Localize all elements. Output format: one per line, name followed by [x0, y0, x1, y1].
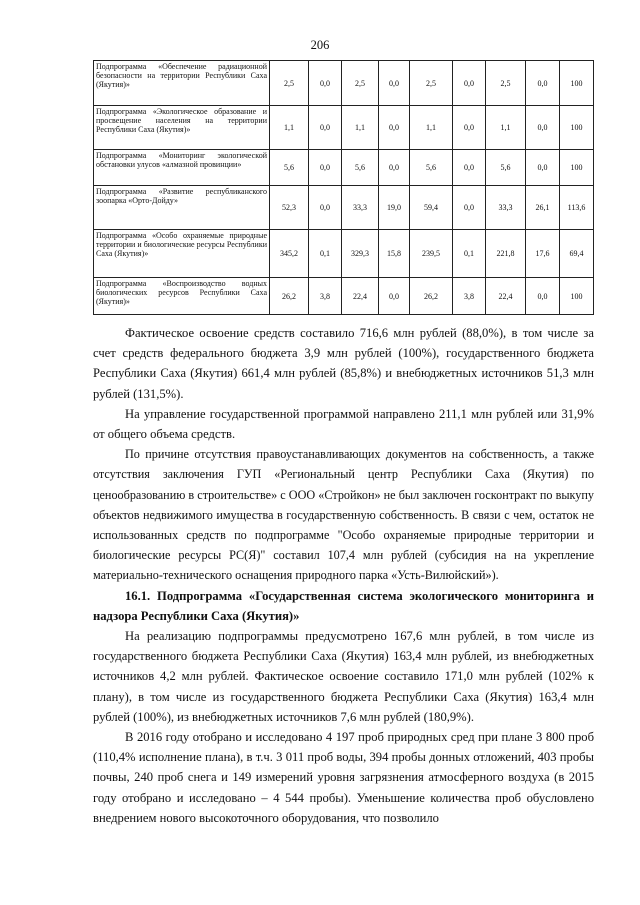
table-cell: 100 — [560, 61, 594, 106]
table-cell: 0,0 — [453, 61, 486, 106]
table-cell: 2,5 — [486, 61, 526, 106]
paragraph-unused-funds: По причине отсутствия правоустанавливающих документов на собственность, а также отсутствия заключения ГУП «Региональный центр Республики Саха (Якутия) по ценообразованию в строительстве» с ООО «Стройкон» не был заключен госконтракт по выкупу объектов недвижимого имущества в государственную собственность. В связи с чем, остаток не использованных средств по подпрограмме "Особо охраняемые природные территории и биологические ресурсы РС(Я)" составил 107,4 млн рублей (субсидия на на укрепление материально-технического оснащения природного парка «Усть-Вилюйский»). — [93, 447, 594, 583]
table-cell: 0,0 — [453, 186, 486, 230]
paragraph-actual-spending: Фактическое освоение средств составило 716,6 млн рублей (88,0%), в том числе за счет средств федерального бюджета 3,9 млн рублей (100%), государственного бюджета Республики Саха (Якутия) 661,4 млн рублей (85,8%) и внебюджетных источников 51,3 млн рублей (131,5%). — [93, 326, 594, 401]
section-heading: 16.1. Подпрограмма «Государственная система экологического мониторинга и надзора Республики Саха (Якутия)» — [93, 588, 594, 623]
table-cell: 5,6 — [486, 150, 526, 186]
table-cell: 113,6 — [560, 186, 594, 230]
table-cell: 5,6 — [410, 150, 453, 186]
table-cell: 26,2 — [270, 278, 309, 315]
table-cell: 0,0 — [379, 61, 410, 106]
table-cell: 0,0 — [379, 106, 410, 150]
table-cell: 5,6 — [342, 150, 379, 186]
table-cell: 22,4 — [342, 278, 379, 315]
table-cell: 0,0 — [309, 150, 342, 186]
paragraph-samples: В 2016 году отобрано и исследовано 4 197 проб природных сред при плане 3 800 проб (110,4% исполнение плана), в т.ч. 3 011 проб воды, 394 пробы донных отложений, 403 пробы почвы, 240 проб снега и 149 измерений уровня загрязнения атмосферного воздуха (в 2015 году отобрано и исследовано – 4 544 пробы). Уменьшение количества проб обусловлено внедрением нового высокоточного оборудования, что позволило — [93, 730, 594, 825]
table-cell: 3,8 — [309, 278, 342, 315]
table-row — [94, 230, 594, 278]
table-cell: 1,1 — [270, 106, 309, 150]
table-cell: 17,6 — [526, 230, 560, 278]
table-cell: 0,0 — [526, 150, 560, 186]
table-cell: 0,0 — [526, 106, 560, 150]
paragraph-management-spending: На управление государственной программой направлено 211,1 млн рублей или 31,9% от общего объема средств. — [93, 406, 594, 442]
table-cell: 33,3 — [342, 186, 379, 230]
table-cell: 0,0 — [379, 278, 410, 315]
table-cell: 52,3 — [270, 186, 309, 230]
table-cell: 1,1 — [342, 106, 379, 150]
table-cell: 345,2 — [270, 230, 309, 278]
table-cell: 59,4 — [410, 186, 453, 230]
row-subprogram-name: Подпрограмма «Экологическое образование и просвещение населения на территории Республики Саха (Якутия)» — [94, 106, 270, 150]
table-cell: 221,8 — [486, 230, 526, 278]
row-subprogram-name: Подпрограмма «Мониторинг экологической обстановки улусов «алмазной провинции» — [94, 150, 270, 186]
table-cell: 0,0 — [453, 106, 486, 150]
table-cell: 0,0 — [309, 61, 342, 106]
table-cell: 2,5 — [410, 61, 453, 106]
table-row — [94, 106, 594, 150]
table-cell: 0,0 — [309, 106, 342, 150]
table-cell: 0,0 — [526, 278, 560, 315]
table-cell: 19,0 — [379, 186, 410, 230]
table-cell: 5,6 — [270, 150, 309, 186]
table-cell: 100 — [560, 150, 594, 186]
table-cell: 33,3 — [486, 186, 526, 230]
row-subprogram-name: Подпрограмма «Развитие республиканского зоопарка «Орто-Дойду» — [94, 186, 270, 230]
budget-table — [93, 60, 594, 315]
table-cell: 1,1 — [486, 106, 526, 150]
page-number: 206 — [310, 38, 330, 52]
row-subprogram-name: Подпрограмма «Обеспечение радиационной безопасности на территории Республики Саха (Якутия)» — [94, 61, 270, 106]
table-cell: 100 — [560, 278, 594, 315]
table-cell: 0,0 — [453, 150, 486, 186]
table-cell: 0,1 — [309, 230, 342, 278]
table-cell: 239,5 — [410, 230, 453, 278]
table-cell: 15,8 — [379, 230, 410, 278]
table-row — [94, 150, 594, 186]
table-cell: 100 — [560, 106, 594, 150]
table-row — [94, 278, 594, 315]
paragraph-subprogram-funding: На реализацию подпрограммы предусмотрено 167,6 млн рублей, в том числе из государственного бюджета Республики Саха (Якутия) 163,4 млн рублей, из внебюджетных источников 4,2 млн рублей. Фактическое освоение составило 171,0 млн рублей (102% к плану), в том числе из государственного бюджета Республики Саха (Якутия) 163,4 млн рублей (100%), из внебюджетных источников 7,6 млн рублей (180,9%). — [93, 629, 594, 724]
table-cell: 26,1 — [526, 186, 560, 230]
table-cell: 0,0 — [379, 150, 410, 186]
table-cell: 329,3 — [342, 230, 379, 278]
table-row — [94, 61, 594, 106]
table-cell: 0,0 — [309, 186, 342, 230]
table-cell: 1,1 — [410, 106, 453, 150]
body-text — [93, 323, 594, 828]
table-cell: 3,8 — [453, 278, 486, 315]
table-cell: 0,0 — [526, 61, 560, 106]
table-cell: 0,1 — [453, 230, 486, 278]
table-cell: 22,4 — [486, 278, 526, 315]
table-row — [94, 186, 594, 230]
table-cell: 26,2 — [410, 278, 453, 315]
table-cell: 2,5 — [270, 61, 309, 106]
table-cell: 2,5 — [342, 61, 379, 106]
row-subprogram-name: Подпрограмма «Особо охраняемые природные территории и биологические ресурсы Республики Саха (Якутия)» — [94, 230, 270, 278]
table-cell: 69,4 — [560, 230, 594, 278]
row-subprogram-name: Подпрограмма «Воспроизводство водных биологических ресурсов Республики Саха (Якутия)» — [94, 278, 270, 315]
